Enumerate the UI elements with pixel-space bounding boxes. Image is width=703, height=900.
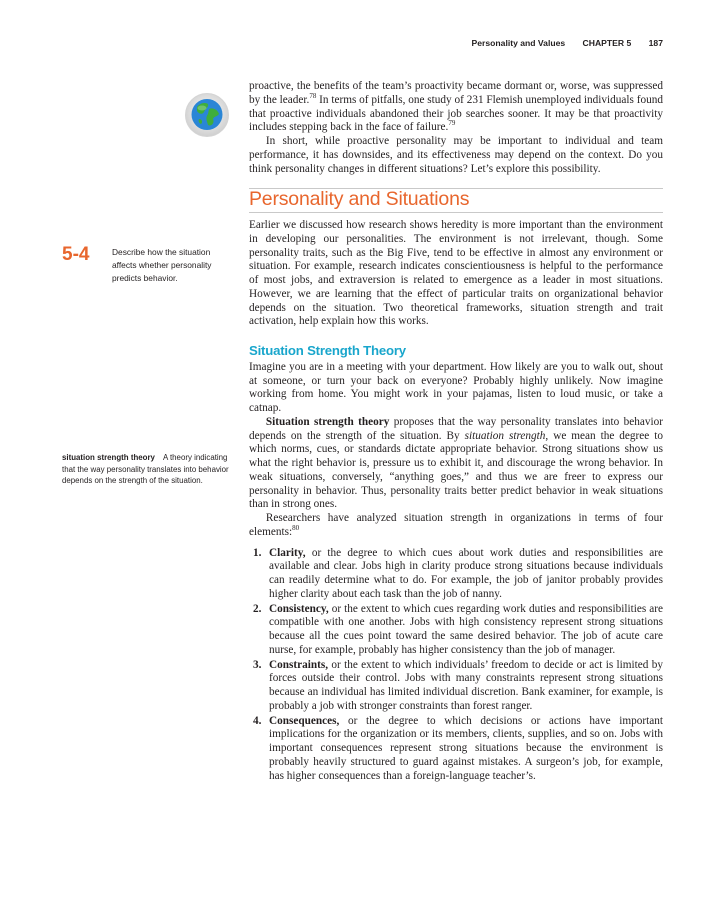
endnote-ref: 78: [309, 91, 317, 100]
subsection-paragraph-2: Situation strength theory proposes that the way personality translates into behavior depends on the strength of the situation. By situation strength, we mean the degree to which norms, cues, or standards dictate appropriate behavior. Strong situations show us what the right behavior is, pressure us to exhibit it, and discourage the wrong behavior. In weak situations, conversely, “anything goes,” and thus we are freer to express our personality in behavior. Thus, personality traits better predict behavior in weak situations than in strong ones.: [249, 415, 664, 511]
key-term: Situation strength theory: [265, 415, 390, 428]
section-heading: Personality and Situations: [249, 193, 663, 213]
situation-elements-list: [249, 547, 663, 784]
intro-paragraph-2: In short, while proactive personality may be important to individual and team performance, it has downsides, and its effectiveness may depend on the context. Do you think personality changes in different situations? Let’s explore this possibility.: [249, 135, 663, 175]
running-head-title: Personality and Values: [471, 38, 566, 48]
glossary-term: situation strength theory: [62, 453, 155, 462]
list-item: 4. Consequences, or the degree to which decisions or actions have important implications for the organization or its members, clients, supplies, and so on. Jobs with important consequences represent strong situations because the environment is probably heavily structured to guard against mistakes. A surgeon’s job, for example, has higher consequences than a foreign-language teacher’s.: [253, 714, 663, 782]
margin-glossary: [62, 452, 230, 487]
objective-number: 5-4: [62, 244, 90, 265]
glossary-definition: A theory indicating that the way personality translates into behavior depends on the strength of the situation.: [62, 453, 229, 485]
list-item: 3. Constraints, or the extent to which individuals’ freedom to decide or act is limited by forces outside their control. Jobs with many constraints represent strong situations because an individual has limited individual discretion. Bank examiner, for example, is probably a job with stronger constraints than forest ranger.: [253, 658, 663, 712]
page-number: 187: [648, 38, 663, 48]
objective-text: Describe how the situation affects whether personality predicts behavior.: [112, 247, 212, 283]
running-head: [457, 38, 663, 48]
list-item: 1. Clarity, or the degree to which cues about work duties and responsibilities are available and clear. Jobs high in clarity produce strong situations because individuals can readily determine what to do. For example, the job of janitor probably provides higher clarity about each task than the job of nanny.: [253, 546, 663, 600]
subsection-heading: Situation Strength Theory: [249, 343, 406, 358]
section-paragraph: Earlier we discussed how research shows heredity is more important than the environment in developing our personalities. The environment is not irrelevant, though. Some personality traits, such as the Big Five, tend to be effective in almost any environment or situation. For example, research indicates conscientiousness is helpful to the performance of most jobs, and extraversion is related to emergence as a leader in most situations. However, we are learning that the effect of particular traits on organizational behavior depends on the situation. Two theoretical frameworks, situation strength and trait activation, help explain how this works.: [249, 219, 663, 328]
italic-term: situation strength: [464, 429, 546, 442]
globe-icon: [184, 92, 230, 138]
subsection-paragraph-1: Imagine you are in a meeting with your department. How likely are you to walk out, shout at someone, or turn your back on everyone? Probably highly unlikely. Now imagine working from home. You might work in your pajamas, listen to loud music, or take a catnap.: [249, 360, 663, 414]
main-column: [249, 80, 663, 784]
list-item: 2. Consistency, or the extent to which cues regarding work duties and responsibilities are compatible with one another. Jobs with high consistency represent strong situations because all the cues point toward the same desired behavior. The job of acute care nurse, for example, probably has higher consistency than the job of manager.: [253, 602, 663, 656]
running-head-chapter: CHAPTER 5: [582, 38, 632, 48]
endnote-ref: 79: [448, 119, 456, 128]
endnote-ref: 80: [292, 523, 300, 532]
intro-paragraph-1: proactive, the benefits of the team’s proactivity became dormant or, worse, was suppressed by the leader.$^{78}$ In terms of pitfalls, one study of 231 Flemish unemployed individuals found that proactive individuals abandoned their job searches sooner. It may be that proactivity includes stepping back in the face of failure.$^{79}$: [249, 80, 663, 134]
subsection-paragraph-3: Researchers have analyzed situation strength in organizations in terms of four elements:$^{80}$: [249, 512, 663, 538]
